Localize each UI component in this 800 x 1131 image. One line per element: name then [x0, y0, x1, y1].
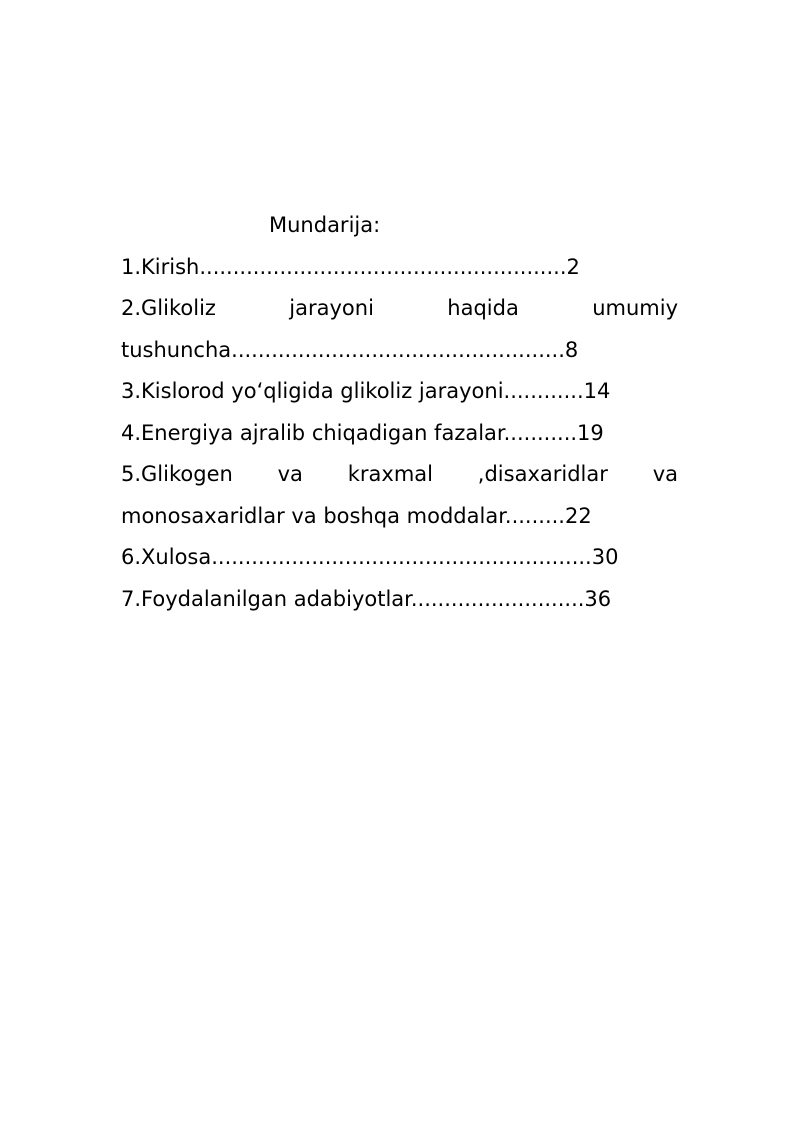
- toc-title: Mundarija:: [269, 213, 381, 237]
- toc-entry-glikoliz-part2: tushuncha..................................................8: [121, 337, 579, 362]
- toc-entry-kirish: 1.Kirish.......................................................2: [121, 254, 580, 279]
- toc-entry-glikogen-part1: 5.Glikogen va kraxmal ,disaxaridlar va: [121, 462, 678, 486]
- toc-entry-glikogen-part2: monosaxaridlar va boshqa moddalar.........22: [121, 503, 592, 528]
- table-of-contents: [121, 205, 678, 620]
- toc-entry-energiya: 4.Energiya ajralib chiqadigan fazalar...........19: [121, 420, 604, 445]
- toc-entry-xulosa: 6.Xulosa.........................................................30: [121, 545, 619, 569]
- toc-entry-adabiyotlar: 7.Foydalanilgan adabiyotlar..........................36: [121, 586, 612, 611]
- toc-entry-kislorod: 3.Kislorod yoʻqligida glikoliz jarayoni............14: [121, 379, 611, 403]
- toc-entry-glikoliz-part1: 2.Glikoliz jarayoni haqida umumiy: [121, 296, 678, 320]
